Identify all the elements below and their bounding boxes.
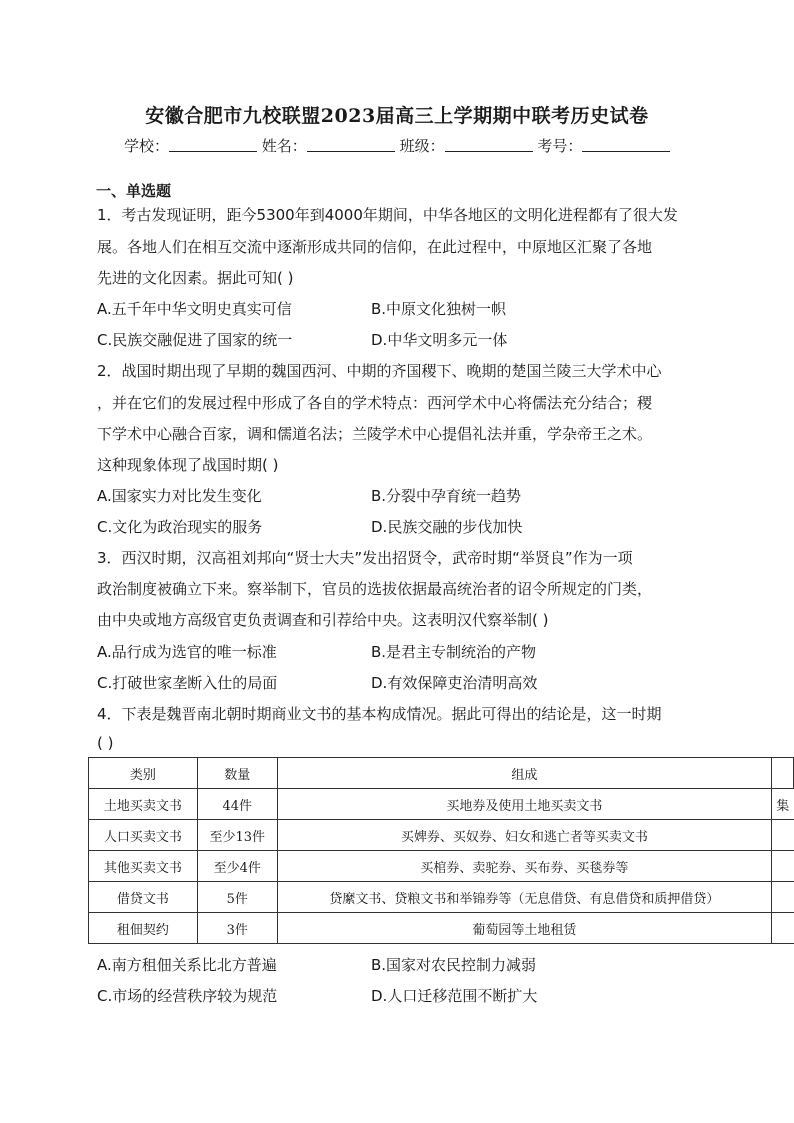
- table-row: [89, 789, 794, 820]
- exam-number-label: 考号：: [537, 137, 583, 155]
- table-cell: 其他买卖文书: [89, 851, 198, 882]
- question-2-option-b[interactable]: B.分裂中孕育统一趋势: [371, 487, 522, 505]
- table-cell: 租佃契约: [89, 913, 198, 944]
- table-cell: 至少13件: [197, 820, 277, 851]
- table-cell: 买棺券、卖驼券、买布券、买毯券等: [277, 851, 771, 882]
- question-2-option-d[interactable]: D.民族交融的步伐加快: [371, 518, 523, 536]
- question-4-option-b[interactable]: B.国家对农民控制力减弱: [371, 956, 537, 974]
- question-1-line-1: 1．考古发现证明，距今5300年到4000年期间，中华各地区的文明化进程都有了很大发: [97, 206, 678, 224]
- question-3-line-3: 由中央或地方高级官吏负责调查和引荐给中央。这表明汉代察举制( ): [97, 611, 549, 629]
- table-cell: 集: [771, 789, 793, 820]
- table-cell: 借贷文书: [89, 882, 198, 913]
- question-1-option-c[interactable]: C.民族交融促进了国家的统一: [97, 331, 293, 349]
- table-cell: 葡萄园等土地租赁: [277, 913, 771, 944]
- table-row: [89, 820, 794, 851]
- table-cell: [771, 882, 793, 913]
- question-3-line-2: 政治制度被确立下来。察举制下，官员的选拔依据最高统治者的诏令所规定的门类，: [97, 580, 653, 598]
- table-row: [89, 913, 794, 944]
- table-row: [89, 851, 794, 882]
- table-cell: [771, 820, 793, 851]
- school-label: 学校：: [124, 137, 170, 155]
- table-cell: 44件: [197, 789, 277, 820]
- header-count: 数量: [197, 758, 277, 789]
- question-2-option-a[interactable]: A.国家实力对比发生变化: [97, 487, 262, 505]
- question-2-line-2: ，并在它们的发展过程中形成了各自的学术特点：西河学术中心将儒法充分结合；稷: [97, 394, 653, 412]
- section-heading: 一、单选题: [96, 182, 172, 200]
- student-info-line: [124, 135, 670, 156]
- question-4-option-c[interactable]: C.市场的经营秩序较为规范: [97, 987, 278, 1005]
- question-1-option-d[interactable]: D.中华文明多元一体: [371, 331, 508, 349]
- table-cell: 买婢券、买奴券、妇女和逃亡者等买卖文书: [277, 820, 771, 851]
- commercial-documents-table: [88, 757, 794, 944]
- header-extra: [771, 758, 793, 789]
- question-3-option-b[interactable]: B.是君主专制统治的产物: [371, 643, 537, 661]
- question-1-line-3: 先进的文化因素。据此可知( ): [97, 269, 294, 287]
- table-row: [89, 882, 794, 913]
- header-category: 类别: [89, 758, 198, 789]
- table-cell: 买地券及使用土地买卖文书: [277, 789, 771, 820]
- name-blank[interactable]: [307, 137, 395, 152]
- question-4-line-2: ( ): [97, 734, 114, 752]
- question-3-option-a[interactable]: A.品行成为选官的唯一标准: [97, 643, 277, 661]
- class-blank[interactable]: [445, 137, 533, 152]
- question-3-option-c[interactable]: C.打破世家垄断入仕的局面: [97, 674, 278, 692]
- page-title: 安徽合肥市九校联盟2023届高三上学期期中联考历史试卷: [145, 105, 649, 127]
- question-3-line-1: 3．西汉时期，汉高祖刘邦向“贤士大夫”发出招贤令，武帝时期“举贤良”作为一项: [97, 549, 633, 567]
- question-2-line-3: 下学术中心融合百家，调和儒道名法；兰陵学术中心提倡礼法并重，学杂帝王之术。: [97, 425, 653, 443]
- question-4-option-d[interactable]: D.人口迁移范围不断扩大: [371, 987, 538, 1005]
- question-4-option-a[interactable]: A.南方租佃关系比北方普遍: [97, 956, 277, 974]
- question-1-option-b[interactable]: B.中原文化独树一帜: [371, 300, 507, 318]
- table-cell: 人口买卖文书: [89, 820, 198, 851]
- question-3-option-d[interactable]: D.有效保障吏治清明高效: [371, 674, 538, 692]
- name-label: 姓名：: [261, 137, 307, 155]
- question-1-option-a[interactable]: A.五千年中华文明史真实可信: [97, 300, 292, 318]
- question-2-line-4: 这种现象体现了战国时期( ): [97, 456, 279, 474]
- table-cell: 3件: [197, 913, 277, 944]
- table-cell: [771, 913, 793, 944]
- question-2-option-c[interactable]: C.文化为政治现实的服务: [97, 518, 263, 536]
- table-cell: [771, 851, 793, 882]
- header-composition: 组成: [277, 758, 771, 789]
- table-cell: 5件: [197, 882, 277, 913]
- question-4-line-1: 4．下表是魏晋南北朝时期商业文书的基本构成情况。据此可得出的结论是，这一时期: [97, 705, 662, 723]
- exam-number-blank[interactable]: [582, 137, 670, 152]
- table-cell: 土地买卖文书: [89, 789, 198, 820]
- table-cell: 贷縻文书、贷粮文书和举锦券等（无息借贷、有息借贷和质押借贷）: [277, 882, 771, 913]
- table-header-row: [89, 758, 794, 789]
- class-label: 班级：: [399, 137, 445, 155]
- school-blank[interactable]: [169, 137, 257, 152]
- table-cell: 至少4件: [197, 851, 277, 882]
- question-1-line-2: 展。各地人们在相互交流中逐渐形成共同的信仰，在此过程中，中原地区汇聚了各地: [97, 238, 653, 256]
- question-2-line-1: 2．战国时期出现了早期的魏国西河、中期的齐国稷下、晚期的楚国兰陵三大学术中心: [97, 362, 662, 380]
